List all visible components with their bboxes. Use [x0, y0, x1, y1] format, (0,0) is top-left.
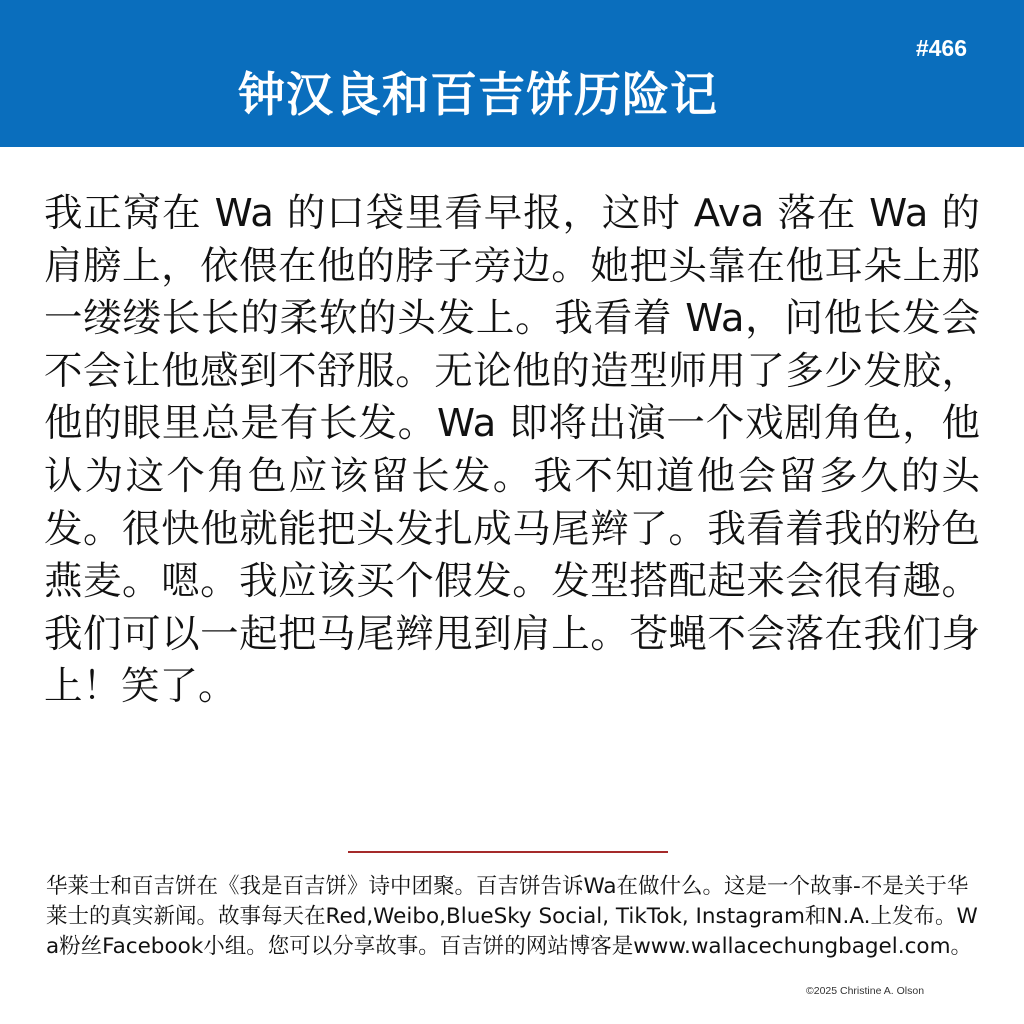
divider-line [348, 851, 668, 853]
footer-note: 华莱士和百吉饼在《我是百吉饼》诗中团聚。百吉饼告诉Wa在做什么。这是一个故事-不是关于华莱士的真实新闻。故事每天在Red,Weibo,BlueSky Social, TikTok, Instagram和N.A.上发布。Wa粉丝Facebook小组。您可以分享故事。百吉饼的网站博客是www.wallacechungbagel.com。 [46, 874, 978, 959]
copyright-notice: ©2025 Christine A. Olson [806, 985, 925, 997]
header-banner [0, 0, 1024, 147]
story-text: 我正窝在 Wa 的口袋里看早报，这时 Ava 落在 Wa 的肩膀上，依偎在他的脖子旁边。她把头靠在他耳朵上那一缕缕长长的柔软的头发上。我看着 Wa，问他长发会不会让他感到不舒服。无论他的造型师用了多少发胶，他的眼里总是有长发。Wa 即将出演一个戏剧角色，他认为这个角色应该留长发。我不知道他会留多久的头发。很快他就能把头发扎成马尾辫了。我看着我的粉色燕麦。嗯。我应该买个假发。发型搭配起来会很有趣。我们可以一起把马尾辫甩到肩上。苍蝇不会落在我们身上！笑了。 [44, 191, 980, 710]
page-title: 钟汉良和百吉饼历险记 [238, 68, 718, 123]
episode-number: #466 [915, 35, 967, 61]
